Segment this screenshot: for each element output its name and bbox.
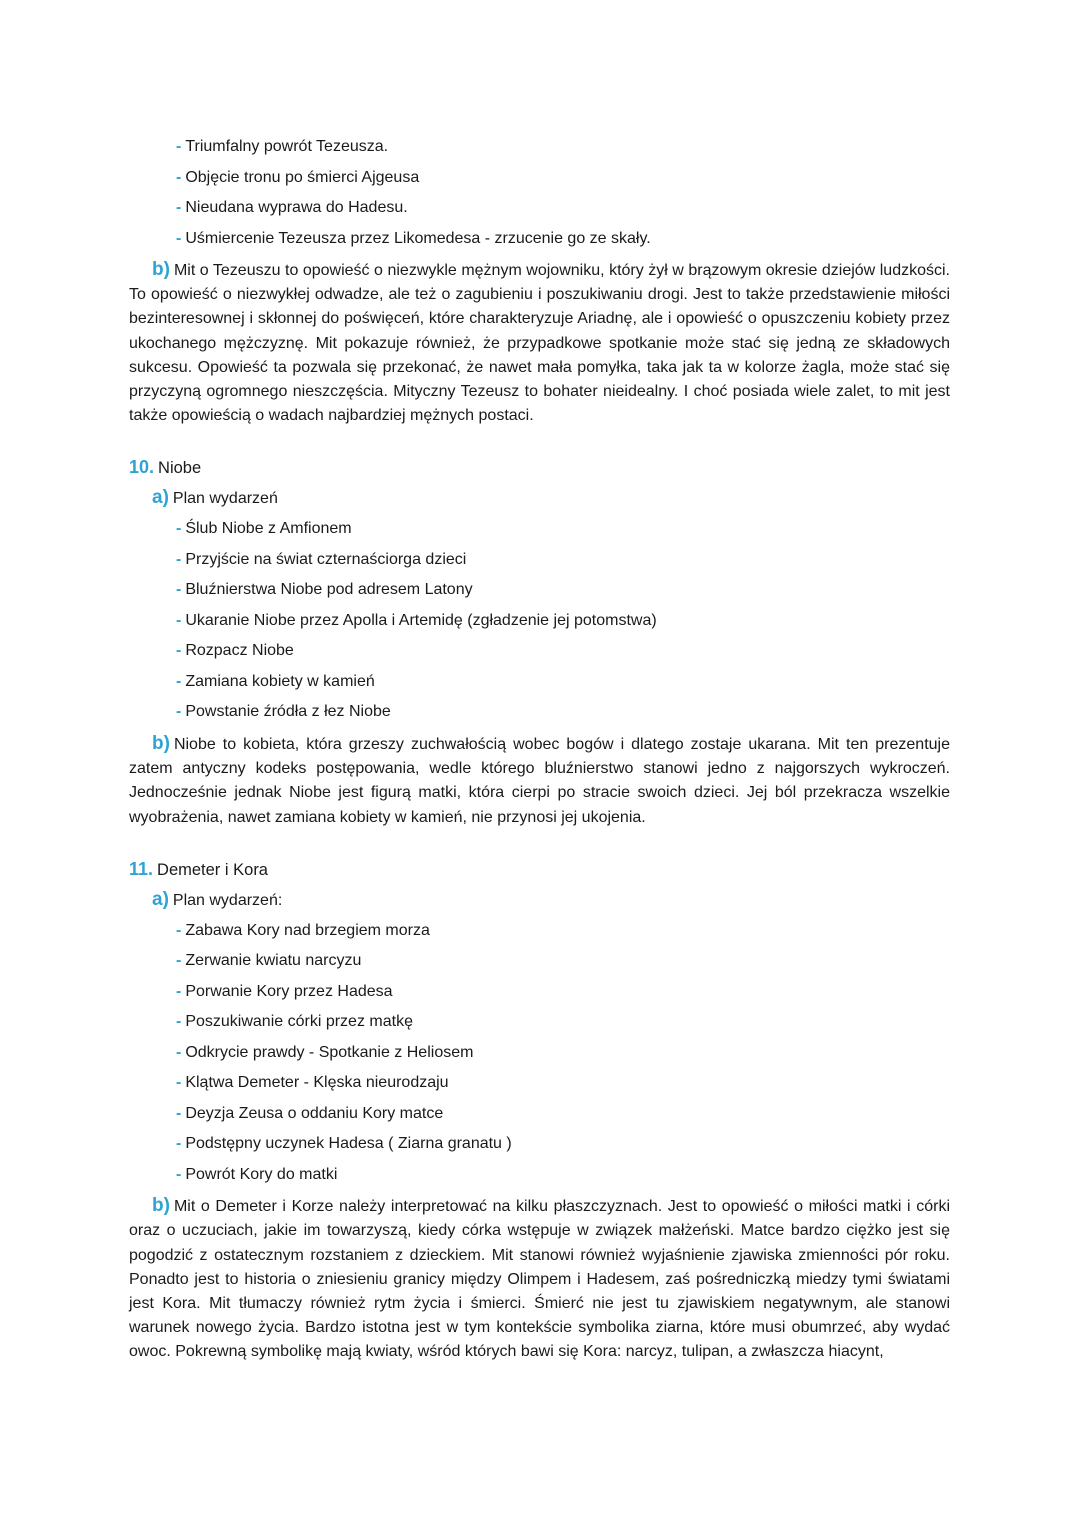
a-marker: a) <box>152 487 169 509</box>
section-title: Demeter i Kora <box>157 860 268 879</box>
bullet-dash: - <box>176 611 182 629</box>
bullet-dash: - <box>176 199 182 216</box>
list-item: - Zamiana kobiety w kamień <box>176 672 375 690</box>
bullet-dash: - <box>176 1165 182 1183</box>
list-item: - Ukaranie Niobe przez Apolla i Artemidę (zgładzenie jej potomstwa) <box>176 611 657 629</box>
section-title: Niobe <box>158 459 202 478</box>
subheading-plan: a) Plan wydarzeń <box>152 487 278 509</box>
list-item: - Triumfalny powrót Tezeusza. <box>176 138 389 155</box>
section-number: 10. <box>129 457 155 478</box>
list-item: - Odkrycie prawdy - Spotkanie z Heliosem <box>176 1043 474 1061</box>
bullet-dash: - <box>176 642 182 660</box>
section11-bullet-list <box>129 916 950 1191</box>
bullet-dash: - <box>176 982 182 1000</box>
bullet-dash: - <box>176 168 182 186</box>
section-heading-11 <box>129 854 950 885</box>
b-marker: b) <box>152 732 170 754</box>
list-item: - Uśmiercenie Tezeusza przez Likomedesa - zrzucenie go ze skały. <box>176 229 651 247</box>
section10-paragraph-b: b) Niobe to kobieta, która grzeszy zuchwałością wobec bogów i dlatego zostaje ukarana. Mit ten prezentuje zatem antyczny kodeks postępowania, wedle którego bluźnierstwo stanowi jedno z najgorszych wykroczeń. Jednocześnie jednak Niobe jest figurą matki, która cierpi po stracie swoich dzieci. Jej ból przekracza wszelkie wyobrażenia, nawet zamiana kobiety w kamień, nie przynosi jej ukojenia. <box>129 732 950 826</box>
bullet-dash: - <box>176 138 182 155</box>
bullet-dash: - <box>176 1043 182 1061</box>
list-item: - Deyzja Zeusa o oddaniu Kory matce <box>176 1104 444 1122</box>
bullet-dash: - <box>176 520 182 538</box>
list-item: - Porwanie Kory przez Hadesa <box>176 982 393 1000</box>
bullet-dash: - <box>176 952 182 970</box>
section-heading-10 <box>129 452 950 483</box>
bullet-dash: - <box>176 703 182 721</box>
bullet-dash: - <box>176 1074 182 1092</box>
section11-paragraph-b: b) Mit o Demeter i Korze należy interpretować na kilku płaszczyznach. Jest to opowieść o miłości matki i córki oraz o uczuciach, jakie im towarzyszą, kiedy córka wstępuje w związek małżeński. Matce bardzo ciężko jest się pogodzić z ostatecznym rozstaniem z dzieckiem. Mit stanowi również wyjaśnienie zjawiska zmienności pór roku. Ponadto jest to historia o zniesieniu granicy między Olimpem i Hadesem, zaś pośredniczką miedzy tymi światami jest Kora. Mit tłumaczy również rytm życia i śmierci. Śmierć nie jest tu zjawiskiem negatywnym, ale stanowi warunek nowego życia. Bardzo istotna jest w tym kontekście symbolika ziarna, które musi obumrzeć, aby wydać owoc. Pokrewną symbolikę mają kwiaty, wśród których bawi się Kora: narcyz, tulipan, a zwłaszcza hiacynt, <box>129 1195 950 1361</box>
bullet-dash: - <box>176 1135 182 1153</box>
section-number: 11. <box>129 858 154 879</box>
list-item: - Podstępny uczynek Hadesa ( Ziarna granatu ) <box>176 1135 512 1153</box>
list-item: - Powstanie źródła z łez Niobe <box>176 703 391 721</box>
intro-bullet-list <box>129 132 950 254</box>
list-item: - Poszukiwanie córki przez matkę <box>176 1013 413 1031</box>
list-item: - Powrót Kory do matki <box>176 1165 338 1183</box>
a-marker: a) <box>152 888 169 910</box>
bullet-dash: - <box>176 1013 182 1031</box>
intro-paragraph-b: b) Mit o Tezeuszu to opowieść o niezwykle mężnym wojowniku, który żył w brązowym okresie dziejów ludzkości. To opowieść o niezwykłej odwadze, ale też o zagubieniu i poszukiwaniu drogi. Jest to także przedstawienie miłości bezinteresownej i skłonnej do poświęceń, które charakteryzuje Ariadnę, ale i opowieść o opuszczeniu kobiety przez ukochanego mężczyznę. Mit pokazuje również, że przypadkowe spotkanie może stać się jedną ze składowych sukcesu. Opowieść ta pozwala się przekonać, że nawet mała pomyłka, taka jak ta w kolorze żagla, może stać się przyczyną ogromnego nieszczęścia. Mityczny Tezeusz to bohater nieidealny. I choć posiada wiele zalet, to mit jest także opowieścią o wadach najbardziej mężnych postaci. <box>129 259 950 425</box>
b-marker: b) <box>152 259 170 280</box>
bullet-dash: - <box>176 581 182 599</box>
list-item: - Bluźnierstwa Niobe pod adresem Latony <box>176 581 473 599</box>
bullet-dash: - <box>176 550 182 568</box>
list-item: - Nieudana wyprawa do Hadesu. <box>176 199 408 216</box>
b-marker: b) <box>152 1195 170 1217</box>
bullet-dash: - <box>176 921 182 939</box>
list-item: - Zerwanie kwiatu narcyzu <box>176 952 362 970</box>
list-item: - Zabawa Kory nad brzegiem morza <box>176 921 430 939</box>
section10-bullet-list <box>129 514 950 728</box>
bullet-dash: - <box>176 1104 182 1122</box>
bullet-dash: - <box>176 672 182 690</box>
list-item: - Rozpacz Niobe <box>176 642 294 660</box>
list-item: - Ślub Niobe z Amfionem <box>176 520 352 538</box>
subheading-plan: a) Plan wydarzeń: <box>152 888 283 910</box>
list-item: - Klątwa Demeter - Klęska nieurodzaju <box>176 1074 449 1092</box>
list-item: - Przyjście na świat czternaściorga dzieci <box>176 550 467 568</box>
list-item: - Objęcie tronu po śmierci Ajgeusa <box>176 168 420 186</box>
bullet-dash: - <box>176 229 182 247</box>
